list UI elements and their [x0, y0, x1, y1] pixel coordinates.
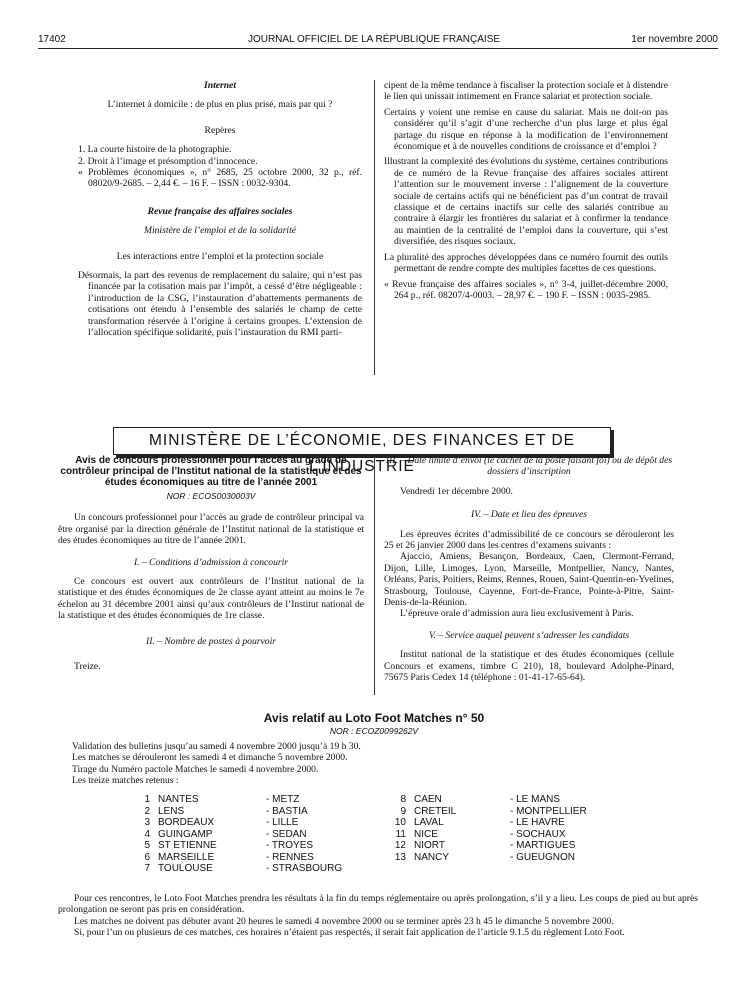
match-row: 9 CRETEIL - MONTPELLIER [400, 805, 587, 817]
section-4-title: IV. – Date et lieu des épreuves [471, 509, 587, 521]
loto-footer-paragraph: Les matches ne doivent pas débuter avant 20 heures le samedi 4 novembre 2000 ou se terminer après 23 h 45 le dimanche 5 novembre 2000. [74, 915, 614, 927]
reperes-item: 1. La courte histoire de la photographie. [78, 144, 232, 156]
matches-right [390, 794, 587, 863]
loto-line: Tirage du Numéro pactole Matches le samedi 4 novembre 2000. [72, 763, 319, 775]
section-5-text: Institut national de la statistique et des études économiques (cellule Concours et examens, timbre C 210), 18, boulevard Adolphe-Pinard, 75675 Paris Cedex 14 (téléphone : 01-41-17-65-64). [384, 649, 674, 684]
section-1-text: Ce concours est ouvert aux contrôleurs de l’Institut national de la statistique et des études économiques de 2e classe ayant atteint au moins le 7e échelon au 31 décembre 2001 ainsi qu’aux contrôleurs de l’Institut national de la statistique et des études économiques de 1re classe. [58, 576, 364, 622]
loto-footer-paragraph: Si, pour l’un ou plusieurs de ces matches, ces horaires n’étaient pas respectés, il serait fait application de l’article 9.1.5 du règlement Loto Foot. [74, 927, 625, 939]
match-row: 12 NIORT - MARTIGUES [394, 840, 576, 851]
header-rule [38, 48, 718, 49]
match-row: 3 BORDEAUX - LILLE [144, 817, 299, 828]
loto-title: Avis relatif au Loto Foot Matches n° 50 [263, 711, 485, 725]
concours-right-column [384, 455, 674, 684]
journal-title: JOURNAL OFFICIEL DE LA RÉPUBLIQUE FRANÇAISE [247, 34, 501, 45]
loto-footer-paragraph: Pour ces rencontres, le Loto Foot Matches prendra les résultats à la fin du temps réglementaire ou après prolongation, s’il y a lieu. Les coups de pied au but après prolongation ne seront pas pris en considération. [58, 893, 698, 916]
page-number: 17402 [38, 34, 66, 45]
oral-location: L’épreuve orale d’admission aura lieu exclusivement à Paris. [400, 608, 634, 620]
match-row: 1 NANTES - METZ [144, 794, 300, 805]
loto-footer [58, 893, 698, 939]
issue-date: 1er novembre 2000 [631, 34, 718, 45]
reperes-reference: « Problèmes économiques », n° 2685, 25 octobre 2000, 32 p., réf. 08020/9-2685. – 2,44 €. – 16 F. – ISSN : 0032-9304. [78, 167, 362, 190]
loto-nor: NOR : ECOZ0099262V [329, 726, 419, 736]
concours-intro: Un concours professionnel pour l’accès au grade de contrôleur principal va être organisé par la direction générale de l’Institut national de la statistique et des études économiques au titre de l’année 2001. [58, 512, 364, 547]
match-row: 7 TOULOUSE - STRASBOURG [144, 863, 343, 874]
concours-left-column [58, 455, 364, 672]
loto-line: Validation des bulletins jusqu’au samedi 4 novembre 2000 jusqu’à 19 h 30. [72, 741, 361, 752]
match-row: 11 NICE - SOCHAUX [395, 828, 566, 840]
section-1-title: I. – Conditions d’admission à concourir [133, 556, 289, 568]
section-5-title: V. – Service auquel peuvent s’adresser les candidats [428, 629, 630, 641]
section-2-text: Treize. [74, 661, 101, 673]
section-3-text: Vendredi 1er décembre 2000. [400, 485, 513, 497]
reperes-item: 2. Droit à l’image et présomption d’innocence. [78, 155, 258, 167]
revue-heading: Revue française des affaires sociales [147, 205, 293, 217]
column-divider-middle [374, 455, 375, 695]
interactions-title: Les interactions entre l’emploi et la protection sociale [116, 250, 324, 262]
exam-centres: Ajaccio, Amiens, Besançon, Bordeaux, Caen, Clermont-Ferrand, Dijon, Lille, Limoges, Lyon, Marseille, Montpellier, Nancy, Nantes, Orléans, Paris, Poitiers, Reims, Rennes, Rouen, Saint-Quentin-en-Yvelines, Strasbourg, Toulouse, Cayenne, Fort-de-France, Pointe-à-Pitre, Saint-Denis-de-la-Réunion. [384, 551, 674, 609]
ministry-banner: MINISTÈRE DE L’ÉCONOMIE, DES FINANCES ET DE L’INDUSTRIE [113, 427, 611, 455]
loto-line: Les treize matches retenus : [72, 775, 179, 787]
match-row: 6 MARSEILLE - RENNES [144, 851, 314, 863]
match-row: 2 LENS - BASTIA [144, 805, 308, 817]
internet-line: L’internet à domicile : de plus en plus prisé, mais par qui ? [107, 99, 333, 111]
paragraph: Illustrant la complexité des évolutions du système, certaines contributions de ce numéro de la Revue française des affaires sociales attirent l’attention sur le mouvement inverse : l’alignement de la couverture sociale de certains actifs qui ne bénéficient pas d’un contrat de travail classique et de certains inactifs sur celle des salariés contribue au contraire à élargir les frontières du salariat et à confirmer la tendance au maintien de la centralité de l’emploi dans la couverture, qui s’est diversifiée, des risques sociaux. [384, 156, 668, 248]
match-row: 13 NANCY - GUEUGNON [394, 851, 575, 863]
section-3-title: III. – Date limite d’envoi (le cachet de la poste faisant foi) ou de dépôt des dossiers d’inscription [385, 455, 673, 478]
desormais-paragraph: Désormais, la part des revenus de remplacement du salaire, qui n’est pas financée par la cotisation mais par l’impôt, a cessé d’être négligeable : l’introduction de la CSG, l’instauration d’abattements permanents de cotisations ont étendu à l’ensemble des salariés le champ de cette transformation réservée à l’origine à certains groupes. L’extension de l’allocation spécifique solidarité, puis l’instauration du RMI parti- [78, 270, 362, 339]
match-row: 10 LAVAL - LE HAVRE [394, 817, 565, 828]
loto-line: Les matches se dérouleront les samedi 4 et dimanche 5 novembre 2000. [72, 752, 348, 764]
paragraph: Certains y voient une remise en cause du salariat. Mais ne doit-on pas considérer qu’il s’agit d’une recherche d’un plus large et plus égal partage du risque en réponse à la modification de l’environnement économique et à de nouvelles conditions de croissance et d’emploi ? [384, 106, 668, 153]
internet-heading: Internet [204, 80, 236, 91]
left-top-column [78, 80, 362, 339]
paragraph: La pluralité des approches développées dans ce numéro fournit des outils permettant de rendre compte des multiples facettes de ces questions. [384, 251, 668, 275]
concours-title: Avis de concours professionnel pour l’accès au grade de contrôleur principal de l’Institut national de la statistique et des études économiques au titre de l’année 2001 [60, 455, 362, 488]
loto-intro [72, 741, 672, 787]
column-divider-top [374, 80, 375, 375]
right-top-column [384, 80, 668, 301]
matches-left [134, 794, 342, 875]
revue-reference: « Revue française des affaires sociales », n° 3-4, juillet-décembre 2000, 264 p., réf. 08207/4-0003. – 28,97 €. – 190 F. – ISSN : 0035-2985. [384, 278, 668, 301]
section-4-text: Les épreuves écrites d’admissibilité de ce concours se dérouleront les 25 et 26 janvier 2000 dans les centres d’examens suivants : [384, 528, 674, 552]
ministere-line: Ministère de l’emploi et de la solidarité [143, 225, 297, 237]
match-row: 4 GUINGAMP - SEDAN [144, 828, 307, 840]
paragraph: cipent de la même tendance à fiscaliser la protection sociale et à distendre le lien qui unissait intimement en France salariat et protection sociale. [384, 80, 668, 103]
match-row: 8 CAEN - LE MANS [400, 794, 561, 805]
concours-nor: NOR : ECOS0030003V [166, 491, 256, 501]
reperes-heading: Repères [204, 124, 236, 136]
section-2-title: II. – Nombre de postes à pourvoir [146, 635, 276, 647]
match-row: 5 ST ETIENNE - TROYES [144, 840, 314, 851]
